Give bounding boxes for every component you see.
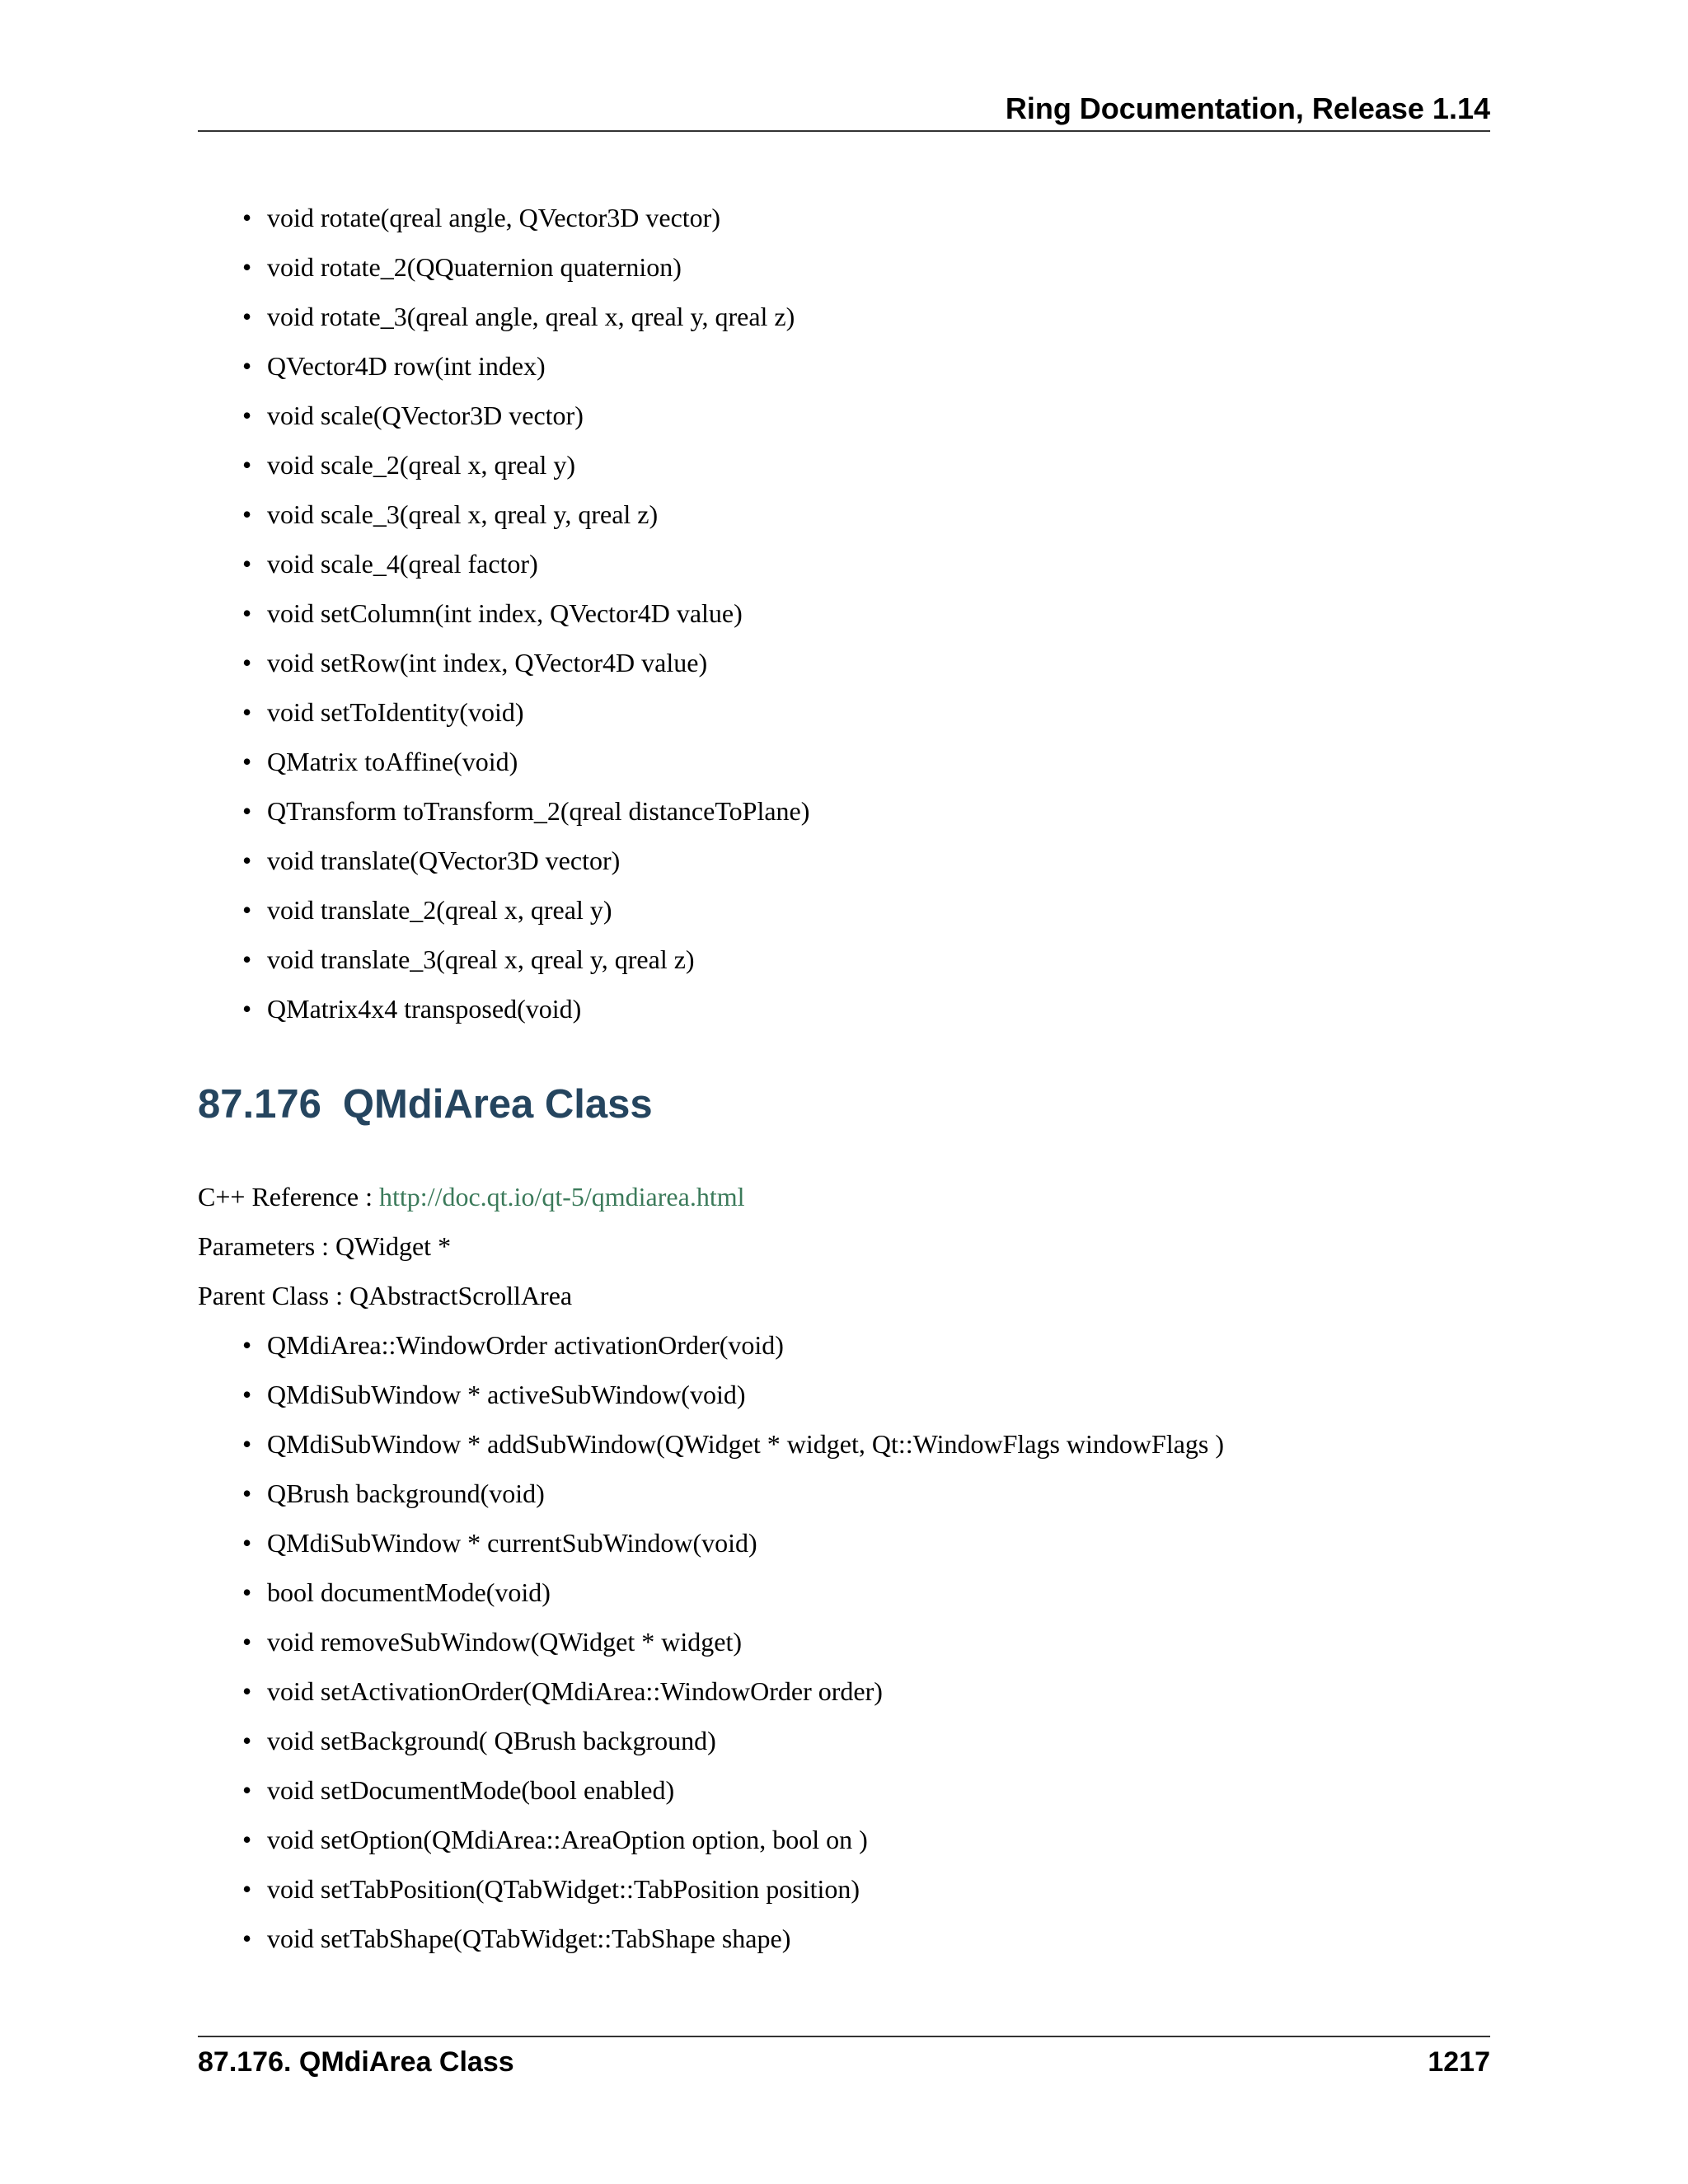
bullet-icon: • bbox=[242, 994, 252, 1024]
bullet-icon: • bbox=[242, 1577, 252, 1607]
bullet-icon: • bbox=[242, 1676, 252, 1706]
list-item bbox=[198, 1427, 1224, 1477]
list-item bbox=[198, 844, 809, 893]
list-item bbox=[198, 794, 809, 844]
list-item bbox=[198, 448, 809, 498]
header-title: Ring Documentation, Release 1.14 bbox=[1005, 91, 1490, 125]
method-signature: QTransform toTransform_2(qreal distanceToPlane) bbox=[267, 796, 810, 826]
section-heading bbox=[198, 1080, 653, 1129]
method-signature: void setColumn(int index, QVector4D value) bbox=[267, 598, 743, 628]
bullet-icon: • bbox=[242, 846, 252, 875]
bullet-icon: • bbox=[242, 450, 252, 480]
list-item bbox=[198, 1378, 1224, 1427]
list-item bbox=[198, 1774, 1224, 1823]
method-signature: QMatrix4x4 transposed(void) bbox=[267, 994, 582, 1024]
bullet-icon: • bbox=[242, 351, 252, 381]
method-signature: QMdiArea::WindowOrder activationOrder(void) bbox=[267, 1330, 784, 1360]
method-signature: QBrush background(void) bbox=[267, 1479, 545, 1508]
bullet-icon: • bbox=[242, 1380, 252, 1409]
list-item bbox=[198, 696, 809, 745]
method-signature: void scale_3(qreal x, qreal y, qreal z) bbox=[267, 499, 659, 529]
bullet-icon: • bbox=[242, 401, 252, 430]
cpp-reference-line bbox=[198, 1180, 744, 1213]
method-signature: void scale_4(qreal factor) bbox=[267, 549, 538, 579]
bullet-icon: • bbox=[242, 747, 252, 776]
list-item bbox=[198, 992, 809, 1042]
method-signature: void translate_2(qreal x, qreal y) bbox=[267, 895, 612, 925]
method-signature: void translate(QVector3D vector) bbox=[267, 846, 621, 875]
list-item bbox=[198, 597, 809, 646]
method-signature: QMdiSubWindow * activeSubWindow(void) bbox=[267, 1380, 746, 1409]
bullet-icon: • bbox=[242, 1924, 252, 1953]
list-item bbox=[198, 547, 809, 597]
list-item bbox=[198, 498, 809, 547]
list-item bbox=[198, 1329, 1224, 1378]
section-title: QMdiArea Class bbox=[342, 1082, 653, 1127]
method-signature: void rotate_2(QQuaternion quaternion) bbox=[267, 252, 682, 282]
method-signature: void rotate(qreal angle, QVector3D vector) bbox=[267, 203, 720, 232]
method-signature: void translate_3(qreal x, qreal y, qreal z) bbox=[267, 944, 695, 974]
list-item bbox=[198, 745, 809, 794]
method-signature: void setTabShape(QTabWidget::TabShape shape) bbox=[267, 1924, 791, 1953]
bullet-icon: • bbox=[242, 499, 252, 529]
method-signature: void setOption(QMdiArea::AreaOption option, bool on ) bbox=[267, 1825, 868, 1854]
method-list-qmatrix4x4 bbox=[198, 201, 809, 1042]
method-signature: void setDocumentMode(bool enabled) bbox=[267, 1775, 675, 1805]
list-item bbox=[198, 1872, 1224, 1922]
bullet-icon: • bbox=[242, 1874, 252, 1904]
reference-label: C++ Reference : bbox=[198, 1182, 379, 1212]
bullet-icon: • bbox=[242, 697, 252, 727]
bullet-icon: • bbox=[242, 1775, 252, 1805]
bullet-icon: • bbox=[242, 796, 252, 826]
method-signature: void scale(QVector3D vector) bbox=[267, 401, 584, 430]
list-item bbox=[198, 646, 809, 696]
list-item bbox=[198, 251, 809, 300]
footer-section-title: 87.176. QMdiArea Class bbox=[198, 2046, 514, 2078]
method-list-qmdiarea bbox=[198, 1329, 1224, 1971]
running-header bbox=[198, 92, 1490, 132]
list-item bbox=[198, 893, 809, 943]
list-item bbox=[198, 1625, 1224, 1675]
method-signature: void setActivationOrder(QMdiArea::WindowOrder order) bbox=[267, 1676, 883, 1706]
bullet-icon: • bbox=[242, 1479, 252, 1508]
page-number: 1217 bbox=[1428, 2046, 1490, 2078]
bullet-icon: • bbox=[242, 1627, 252, 1657]
bullet-icon: • bbox=[242, 895, 252, 925]
list-item bbox=[198, 1477, 1224, 1526]
method-signature: bool documentMode(void) bbox=[267, 1577, 551, 1607]
list-item bbox=[198, 943, 809, 992]
section-number: 87.176 bbox=[198, 1082, 321, 1127]
method-signature: QMdiSubWindow * addSubWindow(QWidget * widget, Qt::WindowFlags windowFlags ) bbox=[267, 1429, 1225, 1459]
bullet-icon: • bbox=[242, 252, 252, 282]
parent-class-line: Parent Class : QAbstractScrollArea bbox=[198, 1281, 573, 1310]
bullet-icon: • bbox=[242, 1528, 252, 1558]
list-item bbox=[198, 1526, 1224, 1576]
method-signature: void rotate_3(qreal angle, qreal x, qreal y, qreal z) bbox=[267, 302, 795, 331]
list-item bbox=[198, 1724, 1224, 1774]
bullet-icon: • bbox=[242, 302, 252, 331]
method-signature: QMdiSubWindow * currentSubWindow(void) bbox=[267, 1528, 757, 1558]
bullet-icon: • bbox=[242, 1726, 252, 1755]
list-item bbox=[198, 300, 809, 349]
bullet-icon: • bbox=[242, 549, 252, 579]
method-signature: void setToIdentity(void) bbox=[267, 697, 524, 727]
bullet-icon: • bbox=[242, 203, 252, 232]
method-signature: QVector4D row(int index) bbox=[267, 351, 546, 381]
running-footer bbox=[198, 2036, 1490, 2079]
method-signature: void setRow(int index, QVector4D value) bbox=[267, 648, 708, 677]
method-signature: void setBackground( QBrush background) bbox=[267, 1726, 716, 1755]
list-item bbox=[198, 349, 809, 399]
method-signature: QMatrix toAffine(void) bbox=[267, 747, 518, 776]
list-item bbox=[198, 1922, 1224, 1971]
list-item bbox=[198, 201, 809, 251]
reference-link[interactable]: http://doc.qt.io/qt-5/qmdiarea.html bbox=[379, 1182, 745, 1212]
list-item bbox=[198, 1675, 1224, 1724]
method-signature: void setTabPosition(QTabWidget::TabPosition position) bbox=[267, 1874, 860, 1904]
list-item bbox=[198, 1823, 1224, 1872]
bullet-icon: • bbox=[242, 598, 252, 628]
list-item bbox=[198, 1576, 1224, 1625]
bullet-icon: • bbox=[242, 1429, 252, 1459]
bullet-icon: • bbox=[242, 648, 252, 677]
bullet-icon: • bbox=[242, 1330, 252, 1360]
list-item bbox=[198, 399, 809, 448]
parameters-line: Parameters : QWidget * bbox=[198, 1231, 452, 1261]
bullet-icon: • bbox=[242, 944, 252, 974]
method-signature: void removeSubWindow(QWidget * widget) bbox=[267, 1627, 742, 1657]
method-signature: void scale_2(qreal x, qreal y) bbox=[267, 450, 576, 480]
bullet-icon: • bbox=[242, 1825, 252, 1854]
